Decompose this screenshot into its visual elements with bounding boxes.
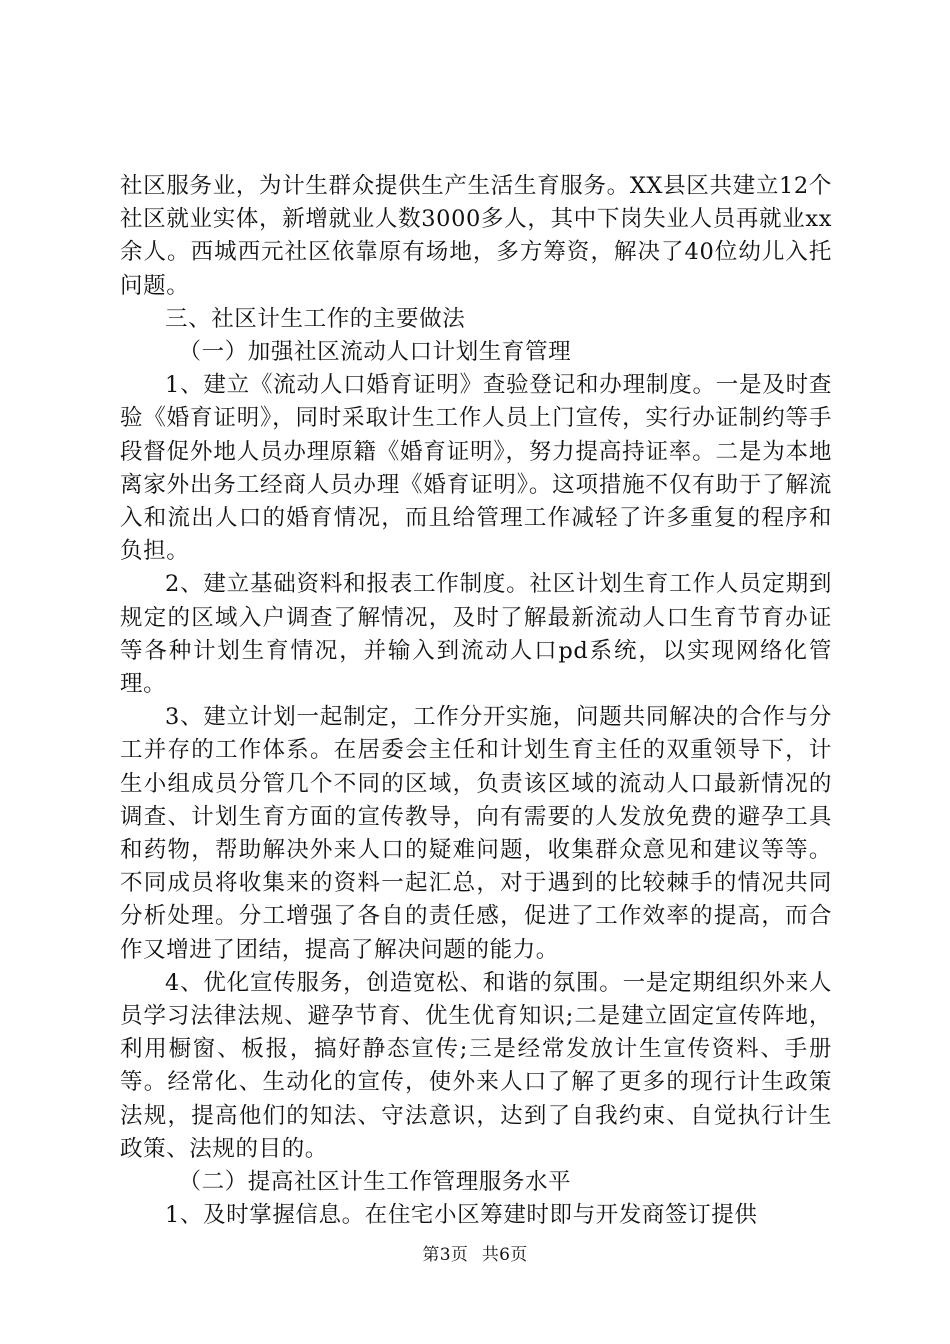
- paragraph: 1、及时掌握信息。在住宅小区筹建时即与开发商签订提供: [165, 1202, 758, 1229]
- paragraph: 3、建立计划一起制定，工作分开实施，问题共同解决的合作与分工并存的工作体系。在居委会主任和计划生育主任的双重领导下，计生小组成员分管几个不同的区域，负责该区域的流动人口最新情况的调查、计划生育方面的宣传教导，向有需要的人发放免费的避孕工具和药物，帮助解决外来人口的疑难问题，收集群众意见和建议等等。不同成员将收集来的资料一起汇总，对于遇到的比较棘手的情况共同分析处理。分工增强了各自的责任感，促进了工作效率的提高，而合作又增进了团结，提高了解决问题的能力。: [120, 704, 832, 963]
- paragraph-continuation: 社区服务业，为计生群众提供生产生活生育服务。XX县区共建立12个社区就业实体，新增就业人数3000多人，其中下岗失业人员再就业xx余人。西城西元社区依靠原有场地，多方筹资，解决了40位幼儿入托问题。: [120, 173, 832, 299]
- paragraph: 1、建立《流动人口婚育证明》查验登记和办理制度。一是及时查验《婚育证明》，同时采取计生工作人员上门宣传，实行办证制约等手段督促外地人员办理原籍《婚育证明》，努力提高持证率。二是为本地离家外出务工经商人员办理《婚育证明》。这项措施不仅有助于了解流入和流出人口的婚育情况，而且给管理工作减轻了许多重复的程序和负担。: [120, 372, 832, 565]
- page-footer: [0, 1240, 950, 1265]
- section-heading: 三、社区计生工作的主要做法: [165, 305, 466, 332]
- page-number: 第3页: [422, 1245, 469, 1265]
- paragraph: 4、优化宣传服务，创造宽松、和谐的氛围。一是定期组织外来人员学习法律法规、避孕节育、优生优育知识;二是建立固定宣传阵地，利用橱窗、板报，搞好静态宣传;三是经常发放计生宣传资料、手册等。经常化、生动化的宣传，使外来人口了解了更多的现行计生政策法规，提高他们的知法、守法意识，达到了自我约束、自觉执行计生政策、法规的目的。: [120, 969, 832, 1162]
- document-body: [120, 170, 832, 1233]
- subsection-heading: （二）提高社区计生工作管理服务水平: [178, 1169, 572, 1196]
- subsection-heading: （一）加强社区流动人口计划生育管理: [178, 339, 572, 366]
- paragraph: 2、建立基础资料和报表工作制度。社区计划生育工作人员定期到规定的区域入户调查了解情况，及时了解最新流动人口生育节育办证等各种计划生育情况，并输入到流动人口pd系统，以实现网络化管理。: [120, 571, 832, 698]
- page-total: 共6页: [481, 1245, 528, 1265]
